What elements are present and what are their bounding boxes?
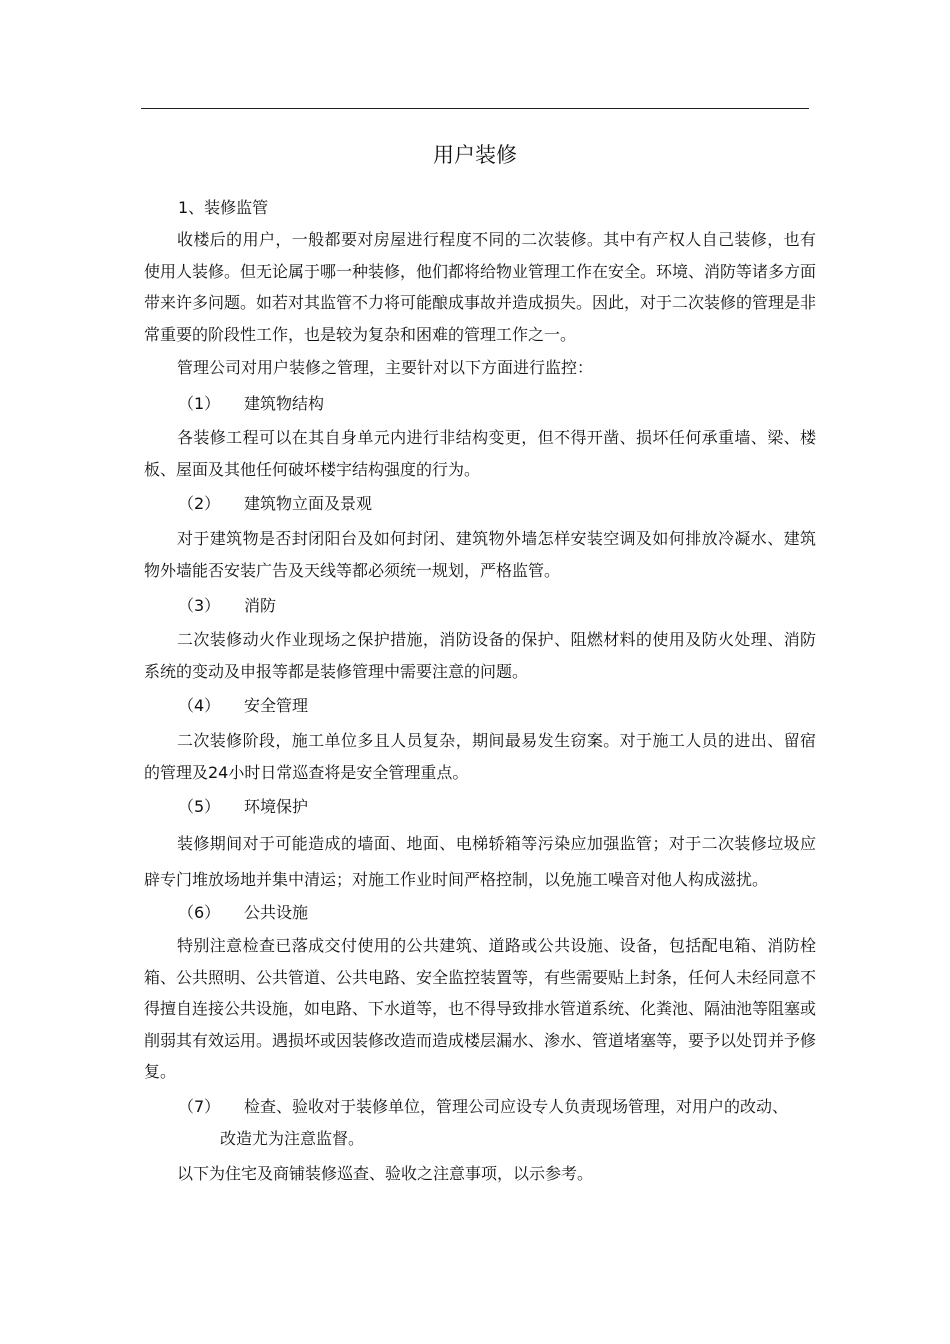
item-label: 安全管理 [244,696,309,715]
item-heading [178,791,308,823]
item-paragraph: 装修期间对于可能造成的墙面、地面、电梯轿箱等污染应加强监管；对于二次装修垃圾应辟专门堆放场地并集中清运；对施工作业时间严格控制，以免施工噪音对他人构成滋扰。 [144,834,816,889]
item-label: 环境保护 [244,797,309,816]
intro-paragraph: 管理公司对用户装修之管理，主要针对以下方面进行监控： [177,358,594,377]
item-number: （6） [178,903,221,922]
item-number: （3） [178,596,221,615]
item-paragraph: 二次装修阶段，施工单位多且人员复杂，期间最易发生窃案。对于施工人员的进出、留宿的管理及24小时日常巡查将是安全管理重点。 [144,731,816,782]
item-number: （7） [178,1097,221,1116]
item-label: 消防 [244,596,277,615]
item-paragraph: 特别注意检查已落成交付使用的公共建筑、道路或公共设施、设备，包括配电箱、消防栓箱、公共照明、公共管道、公共电路、安全监控装置等，有些需要贴上封条，任何人未经同意不得擅自连接公共设施，如电路、下水道等，也不得导致排水管道系统、化粪池、隔油池等阻塞或削弱其有效运用。遇损坏或因装修改造而造成楼层漏水、渗水、管道堵塞等，要予以处罚并予修复。 [144,936,817,1081]
item-heading [178,590,276,622]
section-heading: 1、装修监管 [178,198,269,217]
intro-paragraph: 收楼后的用户，一般都要对房屋进行程度不同的二次装修。其中有产权人自己装修，也有使用人装修。但无论属于哪一种装修，他们都将给物业管理工作在安全。环境、消防等诸多方面带来许多问题。如若对其监管不力将可能酿成事故并造成损失。因此，对于二次装修的管理是非常重要的阶段性工作，也是较为复杂和困难的管理工作之一。 [144,230,817,344]
item-7 [178,1091,818,1154]
item-paragraph: 各装修工程可以在其自身单元内进行非结构变更，但不得开凿、损坏任何承重墙、梁、楼板、屋面及其他任何破坏楼宇结构强度的行为。 [144,428,816,479]
closing-paragraph: 以下为住宅及商铺装修巡查、验收之注意事项，以示参考。 [177,1164,594,1183]
item-number: （4） [178,696,221,715]
item-paragraph: 二次装修动火作业现场之保护措施，消防设备的保护、阻燃材料的使用及防火处理、消防系统的变动及申报等都是装修管理中需要注意的问题。 [144,630,816,681]
item-label: 建筑物结构 [244,394,325,413]
item-number: （5） [178,797,221,816]
item-label: 公共设施 [244,903,309,922]
item-heading [178,690,308,722]
item-number: （2） [178,494,221,513]
item-number: （1） [178,394,221,413]
item-paragraph: 对于建筑物是否封闭阳台及如何封闭、建筑物外墙怎样安装空调及如何排放冷凝水、建筑物外墙能否安装广告及天线等都必须统一规划，严格监管。 [144,529,816,580]
item-heading [178,897,308,929]
item-heading [178,388,324,420]
header-rule [141,108,809,109]
item-heading [178,488,372,520]
page-title: 用户装修 [433,143,517,167]
item-7-line2: 改造尤为注意监督。 [220,1128,365,1148]
item-label: 建筑物立面及景观 [244,494,373,513]
item-7-line1: 检查、验收对于装修单位，管理公司应设专人负责现场管理，对用户的改动、 [244,1097,789,1116]
